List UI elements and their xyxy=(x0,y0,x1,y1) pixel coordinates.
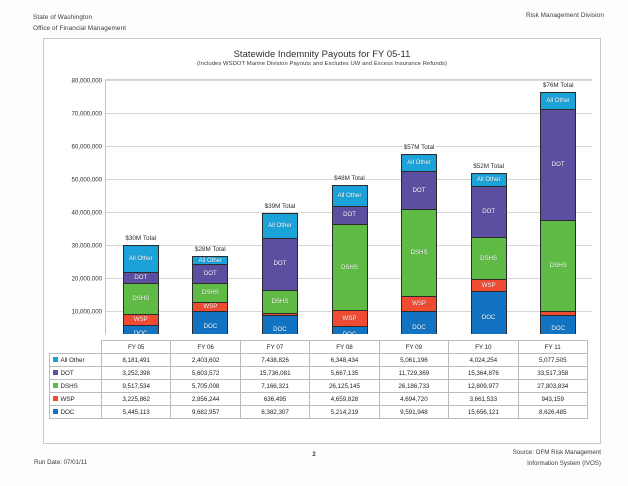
y-axis-tick-label: 50,000,000 xyxy=(71,176,102,184)
bar-segment-label: All Other xyxy=(337,191,362,199)
bar-total-label: $52M Total xyxy=(473,163,504,170)
page-header-left xyxy=(33,12,126,34)
bar-segment-dot xyxy=(262,238,298,290)
plot-area xyxy=(71,77,592,343)
bar-segment-all-other xyxy=(401,154,437,171)
bar-segment-dot xyxy=(401,171,437,210)
bar-segment-wsp xyxy=(332,310,368,325)
table-cell: 5,214,219 xyxy=(310,406,379,419)
legend-row-header xyxy=(50,393,102,406)
bar-segment-label: DSHS xyxy=(410,249,428,257)
bar-segment-label: DOC xyxy=(481,313,496,321)
table-cell: 4,659,828 xyxy=(310,393,379,406)
table-cell: 5,061,196 xyxy=(379,354,448,367)
table-row xyxy=(50,367,588,380)
table-cell: 9,682,957 xyxy=(171,406,240,419)
bar-segment-dshs xyxy=(123,283,159,314)
bar-segment-label: DSHS xyxy=(480,254,498,262)
bar-segment-all-other xyxy=(332,185,368,206)
table-row xyxy=(50,406,588,419)
table-cell: 2,403,602 xyxy=(171,354,240,367)
bar-segment-wsp xyxy=(471,279,507,291)
bar-segment-all-other xyxy=(192,256,228,264)
table-cell: 9,517,534 xyxy=(101,380,170,393)
bar-segment-label: WSP xyxy=(412,300,426,308)
bar-segment-label: DSHS xyxy=(341,263,358,271)
bar-segment-dot xyxy=(332,206,368,225)
legend-swatch-icon xyxy=(53,357,58,362)
table-cell: 12,809,977 xyxy=(449,380,518,393)
table-cell: 3,252,398 xyxy=(101,367,170,380)
legend-label: DOT xyxy=(60,369,74,377)
bar-segment-label: DOC xyxy=(273,325,287,333)
bar-column xyxy=(471,163,507,343)
bar-total-label: $57M Total xyxy=(403,144,435,152)
bar-segment-dshs xyxy=(262,290,298,314)
table-column-header: FY 08 xyxy=(310,341,379,354)
y-axis-tick-label: 10,000,000 xyxy=(71,308,102,316)
table-column-header: FY 09 xyxy=(379,341,448,354)
bar-segment-dshs xyxy=(540,220,576,312)
bar-segment-all-other xyxy=(540,92,576,109)
bar-segment-wsp xyxy=(123,314,159,325)
legend-row-header xyxy=(50,380,102,393)
legend-swatch-icon xyxy=(53,396,58,401)
table-cell: 6,348,434 xyxy=(310,354,379,367)
bar-column xyxy=(540,82,576,343)
y-axis-tick-label: 80,000,000 xyxy=(71,77,102,85)
bar-segment-label: DOC xyxy=(203,323,218,331)
table-cell: 7,438,826 xyxy=(240,354,309,367)
bar-segment-label: DOT xyxy=(273,260,287,268)
table-cell: 5,445,113 xyxy=(101,406,170,419)
table-cell: 943,159 xyxy=(518,393,588,406)
chart-subtitle: (Includes WSDOT Marine Division Payouts and Excludes UW and Excess Insurance Refunds) xyxy=(196,61,447,67)
source-line-2: Information System (IVOS) xyxy=(527,459,601,467)
table-cell: 15,736,081 xyxy=(240,367,309,380)
table-body xyxy=(50,354,588,419)
bar-segment-dshs xyxy=(332,224,368,310)
bar-segment-label: All Other xyxy=(407,158,431,166)
bar-segment-label: All Other xyxy=(476,176,501,184)
table-cell: 33,517,358 xyxy=(518,367,588,380)
table-cell: 26,186,733 xyxy=(379,380,448,393)
table-cell: 2,856,244 xyxy=(171,393,240,406)
legend-row-header xyxy=(50,367,102,380)
table-cell: 8,181,491 xyxy=(101,354,170,367)
bar-segment-label: DSHS xyxy=(201,288,219,296)
bar-segment-label: DOT xyxy=(343,211,356,219)
bar-segment-label: DOC xyxy=(412,323,426,331)
table-cell: 9,591,948 xyxy=(379,406,448,419)
bar-column xyxy=(262,203,298,343)
bar-column xyxy=(192,246,228,343)
bar-total-label: $30M Total xyxy=(125,235,157,243)
legend-swatch-icon xyxy=(53,409,58,414)
table-header-row xyxy=(50,341,588,354)
bar-segment-all-other xyxy=(123,245,159,272)
legend-row-header xyxy=(50,406,102,419)
bar-segment-all-other xyxy=(471,173,507,186)
legend-label: All Other xyxy=(60,356,85,364)
legend-swatch-icon xyxy=(53,383,58,388)
table-cell: 8,382,307 xyxy=(240,406,309,419)
page-number: 2 xyxy=(312,452,316,458)
bar-segment-label: DSHS xyxy=(549,262,567,270)
table-column-header: FY 10 xyxy=(449,341,518,354)
table-cell: 5,667,135 xyxy=(310,367,379,380)
legend-label: WSP xyxy=(60,395,75,403)
bar-segment-label: All Other xyxy=(268,221,292,229)
agency-office: Office of Financial Management xyxy=(33,25,127,33)
table-cell: 5,705,008 xyxy=(171,380,240,393)
bar-segment-label: WSP xyxy=(481,281,496,289)
legend-row-header xyxy=(50,354,102,367)
y-axis-tick-label: 40,000,000 xyxy=(71,209,102,217)
bar-segment-dot xyxy=(192,264,228,282)
bar-segment-label: DOT xyxy=(482,208,496,216)
table-row xyxy=(50,354,588,367)
table-cell: 3,661,533 xyxy=(449,393,518,406)
table-cell: 27,803,834 xyxy=(518,380,588,393)
table-row xyxy=(50,393,588,406)
table-cell: 5,603,572 xyxy=(171,367,240,380)
bar-total-label: $76M Total xyxy=(542,82,574,90)
bar-segment-all-other xyxy=(262,213,298,238)
bar-segment-wsp xyxy=(401,296,437,311)
table-column-header: FY 06 xyxy=(171,341,240,354)
data-table xyxy=(49,340,588,419)
source-line-1: Source: OFM Risk Management xyxy=(512,449,601,456)
table-cell: 7,166,321 xyxy=(240,380,309,393)
table-cell: 4,694,720 xyxy=(379,393,448,406)
chart-container xyxy=(43,38,601,344)
table-head xyxy=(50,341,588,354)
bar-segment-label: DOC xyxy=(551,325,565,333)
table-column-header: FY 11 xyxy=(518,341,588,354)
legend-label: DOC xyxy=(60,408,75,416)
y-axis-tick-label: 70,000,000 xyxy=(71,110,102,118)
table-corner-cell xyxy=(50,341,102,354)
table-cell: 3,225,862 xyxy=(101,393,170,406)
table-cell: 5,077,505 xyxy=(518,354,588,367)
table-column-header: FY 05 xyxy=(101,341,170,354)
bar-segment-label: All Other xyxy=(546,97,571,105)
bar-column xyxy=(332,174,368,343)
bar-segment-dshs xyxy=(401,209,437,295)
table-cell: 11,729,369 xyxy=(379,367,448,380)
legend-swatch-icon xyxy=(53,370,58,375)
y-axis-tick-label: 30,000,000 xyxy=(71,242,102,250)
table-column-header: FY 07 xyxy=(240,341,309,354)
agency-name: State of Washington xyxy=(33,14,93,21)
bar-segment-dshs xyxy=(192,283,228,302)
run-date: Run Date: 07/01/11 xyxy=(34,459,88,466)
bar-segment-label: DOT xyxy=(551,160,565,168)
table-cell: 15,656,121 xyxy=(449,406,518,419)
bar-column xyxy=(401,144,437,343)
bar-segment-label: DSHS xyxy=(271,297,289,305)
bar-segment-dot xyxy=(540,109,576,220)
source-note xyxy=(513,448,601,469)
bar-segment-label: DOT xyxy=(412,186,426,194)
bar-segment-label: DOT xyxy=(134,274,148,282)
bar-segment-label: All Other xyxy=(128,255,153,263)
bar-segment-dot xyxy=(123,272,159,283)
legend-label: DSHS xyxy=(60,382,78,390)
gridline xyxy=(71,77,592,85)
bar-total-label: $39M Total xyxy=(264,203,296,211)
table-cell: 636,495 xyxy=(240,393,309,406)
bar-segment-label: WSP xyxy=(133,316,148,324)
y-axis-tick-label: 20,000,000 xyxy=(71,275,102,283)
table-cell: 4,024,254 xyxy=(449,354,518,367)
bar-segment-wsp xyxy=(192,302,228,311)
table-row xyxy=(50,380,588,393)
bar-segment-dot xyxy=(471,186,507,237)
bar-column xyxy=(123,235,159,343)
bar-segment-label: All Other xyxy=(198,256,223,264)
bar-total-label: $48M Total xyxy=(334,174,365,182)
table-cell: 8,626,485 xyxy=(518,406,588,419)
bar-segment-label: DSHS xyxy=(132,295,150,303)
y-axis-tick-label: 60,000,000 xyxy=(71,143,102,151)
page-header-right: Risk Management Division xyxy=(525,12,604,19)
table-cell: 15,364,876 xyxy=(449,367,518,380)
table-cell: 26,125,145 xyxy=(310,380,379,393)
bar-total-label: $28M Total xyxy=(194,246,226,254)
chart-title: Statewide Indemnity Payouts for FY 05-11 xyxy=(233,48,411,59)
bar-segment-label: DOT xyxy=(203,270,217,278)
bar-segment-dshs xyxy=(471,237,507,279)
gridline xyxy=(71,110,592,118)
bar-segment-label: WSP xyxy=(203,302,218,310)
bar-segment-label: WSP xyxy=(342,314,357,322)
